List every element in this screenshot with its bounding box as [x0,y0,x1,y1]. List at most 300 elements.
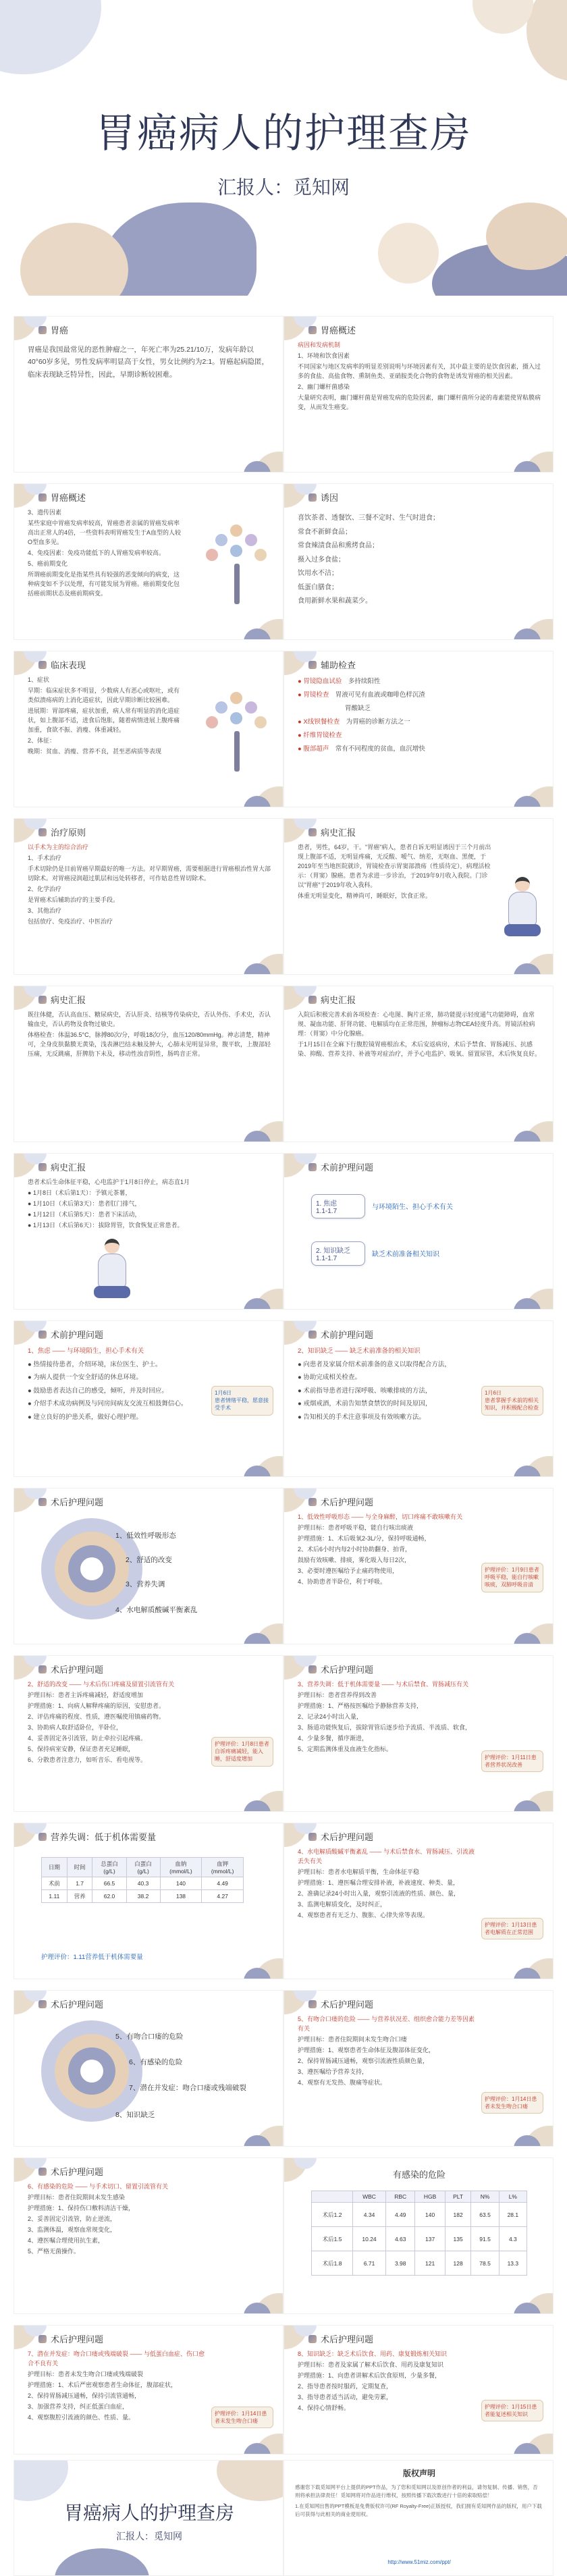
slide-text [298,1848,479,1922]
copyright-link[interactable]: http://www.51miz.com/ppt/ [387,2559,451,2565]
decor-blob [378,223,439,284]
slide-nutrition-table [14,1823,284,1979]
decor-blob [473,0,533,34]
table-cell: 140 [160,1877,202,1890]
text-line: 体重无明显变化，精神尚可，睡眠好，饮食正常。 [298,892,432,899]
table-cell: 4.49 [202,1877,244,1890]
text-line: ● 告知相关的手术注意事项及有效咳嗽方法。 [298,1413,425,1421]
text-line: 是胃癌术后辅助治疗的主要手段。 [28,896,119,903]
table-cell: 66.5 [92,1877,126,1890]
exam-label-text: 胃镜检查 [303,691,329,699]
text-line: 3、必要时遵医嘱给予止痛药物使用， [298,1567,399,1574]
slide-header [308,1663,373,1675]
evaluation-note: 1月6日 患者掌握手术前的相关知识，并积极配合检查 [481,1386,543,1416]
section-heading: 4、水电解质酸碱平衡紊乱 —— 与术后禁食水、胃肠减压、引流液丢失有关 [298,1848,475,1864]
slide-title: 术后护理问题 [51,1665,104,1675]
text-line: 某些家庭中胃癌发病率较高，胃癌患者亲属的胃癌发病率高出正常人的4倍，一些资料表明胃癌发生于A血型的人较O型血多见。 [28,519,182,545]
tree-leaf [215,534,227,546]
table-row [312,2251,527,2276]
evaluation-note: 护理评价：1月8日患者自诉疼痛减轻，能入睡，舒适度增加 [211,1737,273,1767]
problem-item: 1、低效性呼吸形态 [115,1532,176,1540]
text-line: 2、化学治疗 [28,885,62,892]
section-heading: 7、潜在并发症：吻合口瘘或残端破裂 —— 与低蛋白血症、伤口愈合不良有关 [28,2351,205,2367]
text-line: 护理措施：1、术后严密观察患者生命体征，腹部症状， [28,2381,178,2388]
header-mark-icon [308,1665,317,1673]
text-line: 常食不新鲜食品； [298,528,352,536]
text-line: 5、严格无菌操作。 [28,2247,80,2255]
table-cell: 128 [445,2251,471,2276]
text-line: 告知相关的手术注意事项及有效咳嗽方法。 [303,1413,425,1421]
header-mark-icon [38,2168,47,2176]
exam-label: ● 胃镜隐血试验 [298,678,342,685]
text-line: 2、指导患者按时服药，定期复查， [298,2382,393,2390]
slide-preop-anxiety [14,1320,284,1477]
slide-text [28,2182,209,2258]
slide-text [298,1011,545,1061]
text-line: 鼓励有效咳嗽、排痰，雾化吸入每日2次， [298,1556,411,1563]
slide-text: 胃癌是我国最常见的恶性肿瘤之一，年死亡率为25.21/10万，发病年龄以40°60岁多见，男性发病率明显高于女性，男女比例约为2:1。胃癌起病隐匿，临床表现缺乏特异性，因此，早期诊断较困难。 [28,346,269,379]
evaluation-note: 护理评价：1月14日患者未发生吻合口瘘 [211,2407,273,2428]
exam-label-text: 纤维胃镜检查 [303,732,342,740]
slide-text [28,1011,275,1061]
text-line: 鼓励患者表达自己的感受，倾听，并及时回应。 [33,1387,168,1395]
doctor-illustration [499,877,546,944]
table-cell: 4.49 [385,2203,415,2227]
slide-header [308,323,356,336]
tree-trunk [234,731,240,772]
table-cell: 1.7 [67,1877,92,1890]
section-heading: 1、焦虑 —— 与环境陌生，担心手术有关 [28,1347,144,1355]
text-line: 3、遵医嘱给予营养支持， [298,2068,369,2075]
slide-title: 术后护理问题 [51,2000,104,2010]
slide-title: 术后护理问题 [321,1665,374,1675]
table-cell: 63.5 [471,2203,499,2227]
slide-preop-overview [284,1153,554,1310]
slide-title: 术后护理问题 [321,1832,374,1842]
text-line: 2、幽门螺杆菌感染 [298,383,350,390]
text-line: ● 向患者及家属介绍术前准备的意义以取得配合方法， [298,1360,451,1368]
slide-title: 辅助检查 [321,660,356,670]
text-line: 包括放疗、免疫治疗、中医治疗 [28,917,113,925]
text-line: 2、记录24小时出入量， [298,1713,363,1720]
exam-item [298,716,545,728]
copyright-text: 1.在觅知网出售的PPT模板是免费版权许可(RF Royalty-Free)正版授权，我们拥有觅知网作品的版权，用户下载后可获得与此相关的商业使用权。 [295,2503,542,2517]
copyright-body [295,2484,542,2519]
decor-blob [20,223,128,296]
table-row [312,2227,527,2251]
problem-item: 2、舒适的改变 [126,1556,172,1564]
text-line: 不同国家与地区发病率的明显差别说明与环境因素有关，其中最主要的是饮食因素，摄入过多的食盐、高盐食物、熏制鱼类、亚硝胺类化合物的食物是诱发胃癌的相关因素。 [298,363,541,379]
tree-leaf [230,545,242,557]
slide-title: 术后护理问题 [321,2000,374,2010]
person-torso [98,1254,126,1287]
header-mark-icon [38,2000,47,2008]
problem-item: 4、水电解质酸碱平衡紊乱 [115,1606,198,1614]
decor-blob [526,0,567,81]
table-header-cell: RBC [385,2191,415,2203]
slide-header [38,1830,156,1843]
table-cell: 91.5 [471,2227,499,2251]
table-cell: 4.63 [385,2227,415,2251]
slide-text [298,1680,479,1756]
slide-header [38,2165,103,2178]
text-line: 进展期：胃部疼痛，症状加重，病人常有明显的消化道症状，如上腹部不适，进食后饱胀，随着病情进展上腹疼痛加重，食欲不振、消瘦、体重减轻。 [28,707,180,733]
slide-title: 营养失调：低于机体需要量 [51,1832,157,1842]
text-line: 晚期：贫血、消瘦、营养不良，甚至恶病质等表现 [28,747,162,755]
slide-treatment [14,818,284,975]
section-heading: 1、低效性呼吸形态 —— 与全身麻醉，切口疼痛不敢咳嗽有关 [298,1513,463,1520]
header-mark-icon [308,1163,317,1171]
slide-header [38,1997,103,2010]
text-line: 热情接待患者，介绍环境，床位医生、护士。 [33,1360,162,1368]
text-line: 3、遗传因素 [28,509,62,516]
header-mark-icon [38,1665,47,1673]
slide-header [308,1160,373,1173]
section-heading: 6、有感染的危险 —— 与手术切口、留置引流管有关 [28,2183,169,2190]
ring-diagram [80,1557,103,1580]
table-cell: 术后1.5 [312,2227,353,2251]
decor-blob [0,0,101,74]
timeline-text: 1月12日（术后第5天）：患者下床活动， [32,1210,141,1218]
text-line: 4、观察腹腔引流液的颜色、性质、量。 [28,2413,135,2421]
text-line: 3、监测体温，观察血常规变化， [28,2226,117,2233]
table-cell: 38.2 [126,1890,160,1903]
table-cell: 78.5 [471,2251,499,2276]
table-cell: 137 [415,2227,445,2251]
tree-leaf [206,549,218,561]
slide-text [28,1178,275,1232]
evaluation-note: 护理评价：1月9日患者呼吸平稳，能自行咳嗽咳痰，双肺呼吸音清 [481,1563,543,1592]
table-cell: 营养 [67,1890,92,1903]
slide-title: 术后护理问题 [51,2167,104,2177]
text-line: 4、妥善固定各引流管，防止牵拉引起疼痛。 [28,1734,147,1742]
table-header-cell: N% [471,2191,499,2203]
exam-label: ● X线钡餐检查 [298,718,340,726]
slide-postop-nutrition [284,1655,554,1812]
slide-header [308,2332,373,2345]
text-line: 护理措施：1、保持伤口敷料清洁干燥， [28,2204,135,2211]
slide-title: 胃癌 [51,325,69,336]
tree-leaf [254,716,267,728]
evaluation-note: 护理评价：1月11日患者营养状况改善 [481,1750,543,1772]
problem-box-knowledge: 2. 知识缺乏 1.1-1.7 [311,1241,365,1266]
text-line: 3、指导患者适当活动，避免劳累， [298,2393,393,2400]
subtitle: 病因和发病机制 [298,342,341,348]
text-line: ● 建立良好的护患关系，做好心理护理。 [28,1413,142,1421]
problem-desc: 与环境陌生、担心手术有关 [372,1204,453,1211]
text-line: 护理目标：患者住院期间未发生吻合口瘘 [298,2035,408,2043]
slide-history-3 [284,986,554,1142]
table-header-cell: PLT [445,2191,471,2203]
text-line: 3、协助病人取舒适卧位，半卧位， [28,1723,123,1731]
table-header-cell: 时间 [67,1858,92,1877]
text-line: 护理措施：1、向病人解释疼痛的原因，安慰患者。 [28,1702,165,1709]
exam-item [298,689,545,701]
header-mark-icon [308,2000,317,2008]
slide-header [308,1495,373,1508]
tree-leaf [230,712,242,724]
tree-trunk [234,564,240,604]
problem-item: 6、有感染的危险 [129,2058,183,2066]
text-line: 低蛋白膳食； [298,583,338,591]
slide-postop-anastomotic [284,1990,554,2147]
slide-title: 病史汇报 [321,828,356,838]
exam-desc: 胃酸缺乏 [345,705,371,713]
text-line: 饮用水不洁； [298,570,338,577]
section-heading: 2、知识缺乏 —— 缺乏术前准备的相关知识 [298,1347,421,1355]
header-mark-icon [308,326,317,334]
slide-causes [284,483,554,640]
problem-box-anxiety: 1. 焦虑 1.1-1.7 [311,1194,365,1218]
text-line: 护理目标：患者水电解质平衡，生命体征平稳 [298,1868,420,1875]
text-line: 摄入过多食盐； [298,556,345,564]
slide-title: 术后护理问题 [51,2334,104,2344]
exam-label: ● 腹部超声 [298,745,329,753]
text-line: 介绍手术成功病例及与同房间病友交流互相鼓舞信心。 [33,1400,188,1408]
slide-text [28,843,275,928]
copyright-text: 感谢您下载觅知网平台上提供的PPT作品，为了您和觅知网以及原创作者的利益，请勿复制、传播、销售，否则将承担法律责任！觅知网将对作品进行维权，按照传播下载次数进行十倍的索取赔偿！ [295,2484,538,2498]
text-line: 4、协助患者半卧位，利于呼吸。 [298,1578,387,1585]
header-mark-icon [308,996,317,1004]
text-line: ● 鼓励患者表达自己的感受，倾听，并及时回应。 [28,1387,168,1395]
exam-desc: 多持续阳性 [348,678,381,685]
slide-text [28,1345,209,1424]
table-cell: 13.3 [499,2251,526,2276]
table-cell: 4.27 [202,1890,244,1903]
slide-header [38,491,86,504]
text-line: 护理措施：1、观察患者生命体征及腹部体征变化， [298,2046,435,2054]
text-line: 护理措施：1、向患者讲解术后饮食原则，少量多餐， [298,2371,441,2379]
table-cell: 121 [415,2251,445,2276]
text-line: 护理目标：患者呼吸平稳，能自行咳出痰液 [298,1524,414,1531]
text-line: 手术切除仍是目前胃癌早期最好的唯一方法。对早期胃癌，需要根据进行胃癌根治性胃大部切除术。对胃癌浸润超过肌层和远处转移者，可作姑息性胃切除术。 [28,865,271,882]
table-cell: 3.98 [385,2251,415,2276]
text-line: 护理目标：患者营养得到改善 [298,1691,377,1698]
header-mark-icon [38,828,47,836]
slide-header [308,826,356,838]
slide-preop-knowledge [284,1320,554,1477]
text-line: 2、体征： [28,736,56,744]
table-header-cell: 血钠 (mmol/L) [160,1858,202,1877]
text-line: 食用新鲜水果和蔬菜少。 [298,597,372,605]
exam-label-text: 胃镜隐血试验 [303,678,342,685]
slide-header [38,1160,86,1173]
header-mark-icon [308,1833,317,1841]
decor-blob [486,203,567,270]
slide-postop-knowledge [284,2325,554,2454]
slide-history-1 [284,818,554,975]
slide-text [298,2350,479,2415]
text-line: 既往体健，否认高血压、糖尿病史，否认肝炎、结核等传染病史，否认外伤、手术史，否认输血史，否认药物及食物过敏史。 [28,1011,271,1027]
end-slide [14,2460,284,2576]
exam-item [298,743,545,755]
text-line: 喜饮茶者、透餐饮、三餐不定时、生气时进食； [298,514,439,522]
table-cell: 140 [415,2203,445,2227]
exam-desc: 常有不同程度的贫血，血沉增快 [335,745,425,753]
table-cell: 术后1.2 [312,2203,353,2227]
section-heading: 8、知识缺乏：缺乏术后饮食、用药、康复锻炼相关知识 [298,2351,448,2357]
slide-header [38,1328,103,1341]
text-line: 4、保持心情舒畅。 [298,2404,350,2411]
exam-desc: 胃液可见有血液或咖啡色样沉渣 [335,691,425,699]
table-header-row [312,2191,527,2203]
evaluation-note: 护理评价：1月13日患者电解质在正常范围 [481,1918,543,1939]
slide-infection-table [284,2157,554,2314]
header-mark-icon [38,1163,47,1171]
text-line: 护理措施：1、严格按医嘱给予静脉营养支持， [298,1702,423,1709]
text-line: ● 戒烟戒酒，术前告知禁食禁饮的时间及原因， [298,1400,432,1408]
slide-text [298,1513,479,1588]
section-heading: 2、舒适的改变 —— 与术后伤口疼痛及留置引流管有关 [28,1681,175,1688]
text-line: 患者，男性，64岁，干。"胃癌"病人，患者自诉无明显诱因于三个月前出现上腹部不适，无明显疼痛，无反酸、嗳气、纳差，无呕血、黑便，于2019年至当地医院就诊，胃镜检查示胃窦部溃疡（性质待定），病理活检示：（胃窦）腺癌。患者为求进一步诊治，于2019年9月收入我院。门诊以"胃癌"于2019年收入我科。 [298,844,491,888]
header-mark-icon [308,828,317,836]
text-line: 2、妥善固定引流管，防止逆流， [28,2215,117,2222]
slide-header [38,1663,103,1675]
text-line: 护理目标：患者及家属了解术后饮食、用药及康复知识 [298,2361,444,2368]
table-cell: 术后1.8 [312,2251,353,2276]
slide-postop-electrolyte [284,1823,554,1979]
doctor-illustration [88,1239,136,1306]
text-line: 护理目标：患者住院期间未发生感染 [28,2193,126,2201]
slide-title: 术前护理问题 [321,1162,374,1173]
text-line: ● 热情接待患者，介绍环境，床位医生、护士。 [28,1360,162,1368]
text-line: 护理目标：患者未发生吻合口瘘或残端破裂 [28,2370,144,2378]
copyright-title: 版权声明 [402,2469,435,2478]
exam-label-text: 腹部超声 [303,745,329,753]
tree-leaf [206,716,218,728]
text-line: 2、评估疼痛的程度、性质，遵医嘱使用镇痛药物。 [28,1713,165,1720]
timeline-item: ● 1月10日（术后第3天）：患者肛门排气， [28,1200,141,1207]
slide-clinical [14,651,284,807]
slide-history-2 [14,986,284,1142]
header-mark-icon [38,1331,47,1339]
slide-header [38,658,86,671]
slide-title: 病史汇报 [51,995,86,1005]
slide-title: 术前护理问题 [321,1330,374,1340]
exam-label-text: X线钡餐检查 [303,718,340,726]
header-mark-icon [38,326,47,334]
decor-blob [14,2460,68,2501]
slide-aux-exam [284,651,554,807]
slide-header [308,1997,373,2010]
text-line: 护理措施：1、术后吸氧2-3L/分，保持呼吸通畅， [298,1534,431,1542]
header-mark-icon [308,2335,317,2343]
text-line: 5、癌前期变化 [28,560,68,567]
table-cell: 182 [445,2203,471,2227]
lab-table [41,1857,244,1903]
slide-title: 术后护理问题 [321,1497,374,1507]
problem-item: 7、潜在并发症：吻合口瘘或残端破裂 [129,2084,246,2092]
text-line: 1、手术治疗 [28,854,62,861]
text-line: 大量研究表明，幽门螺杆菌是胃癌发病的危险因素，幽门螺杆菌所分泌的毒素能使胃粘膜病变，从而发生癌变。 [298,394,541,410]
text-line: 常食辣渍食品和熏烤食品； [298,542,379,549]
tree-leaf [230,692,242,704]
slide-title: 有感染的危险 [392,2170,446,2180]
slide-header [308,1830,373,1843]
person-head [515,877,530,892]
problem-desc: 缺乏术前准备相关知识 [372,1251,439,1258]
section-heading: 5、有吻合口瘘的危险 —— 与营养状况差、组织愈合能力差等因素有关 [298,2016,475,2032]
text-line: 戒烟戒酒，术前告知禁食禁饮的时间及原因， [303,1400,432,1408]
person-torso [508,892,537,925]
slide-text [28,2350,209,2424]
text-line: 2、术后6小时内每2小时协助翻身、拍背， [298,1545,412,1553]
exam-desc: 为胃癌的诊断方法之一 [346,718,410,726]
table-cell: 10.24 [353,2227,386,2251]
evaluation-note: 1月6日 患者情绪平稳，愿意接受手术 [211,1386,273,1416]
slide-stomach-cancer [14,316,284,473]
table-header-cell: WBC [353,2191,386,2203]
table-header-cell: HGB [415,2191,445,2203]
slide-title: 临床表现 [51,660,86,670]
exam-label: ● 胃镜检查 [298,691,329,699]
text-line: 以手术为主的综合治疗 [28,844,89,851]
table-cell: 40.3 [126,1877,160,1890]
text-line: 1、症状 [28,676,50,683]
text-line: 建立良好的护患关系，做好心理护理。 [33,1413,142,1421]
timeline-text: 1月8日（术后第1天）：予镇元茶薯， [32,1189,132,1196]
text-line: 护理措施：1、遵医嘱合理安排补液，补液速度、种类、量， [298,1879,460,1886]
problem-item: 3、营养失调 [126,1580,165,1588]
text-line: 术前指导患者进行深呼吸、咳嗽排痰的方法， [303,1387,432,1395]
slide-header [38,1495,103,1508]
slide-header [308,491,338,504]
text-line: 5、定期监测体重及血液生化指标。 [298,1745,393,1752]
text-line: ● 术前指导患者进行深呼吸、咳嗽排痰的方法， [298,1387,432,1395]
text-line: 4、观察患者有无乏力、腹胀、心律失常等表现。 [298,1911,429,1918]
person-legs [504,924,541,936]
slide-text [298,676,545,757]
timeline-text: 1月10日（术后第3天）：患者肛门排气， [32,1200,141,1207]
text-line: 入院后积极完善术前各项检查：心电图、胸片正常，肺功能提示轻度通气功能障碍，血常规、凝血功能、肝肾功能、电解质均在正常范围，肿瘤标志物CEA轻度升高。胃镜活检病理：（胃窦）中分化腺癌。 [298,1011,535,1037]
text-line: 6、分散患者注意力，如听音乐、看电视等。 [28,1756,147,1763]
evaluation-text: 护理评价：1.11营养低于机体需要量 [41,1954,143,1961]
text-line: 向患者及家属介绍术前准备的意义以取得配合方法， [303,1360,451,1368]
slide-header [38,993,86,1006]
exam-item [298,676,545,688]
table-header-cell: 血钾 (mmol/L) [202,1858,244,1877]
problem-item: 8、知识缺乏 [115,2111,155,2119]
text-line: 4、少量多餐，循序渐进， [298,1734,369,1742]
timeline-item: ● 1月13日（术后第6天）：拔除胃管，饮食恢复正常患者。 [28,1221,184,1229]
copyright-slide [284,2460,554,2576]
decor-blob [55,2548,149,2576]
table-header-cell: 白蛋白 (g/L) [126,1858,160,1877]
text-line: 2、准确记录24小时出入量，观察引流液的性质、颜色、量， [298,1889,460,1897]
header-mark-icon [308,1331,317,1339]
slide-text [298,2015,479,2089]
slide-title: 病史汇报 [321,995,356,1005]
table-cell: 135 [445,2227,471,2251]
section-heading: 3、营养失调：低于机体需要量 —— 与术后禁食、胃肠减压有关 [298,1681,469,1688]
slide-header [38,323,68,336]
table-header-row [42,1858,244,1877]
header-mark-icon [38,493,47,502]
slide-history-4 [14,1153,284,1310]
text-line: 2、保持胃肠减压通畅，观察引流液性质颜色量， [298,2057,429,2064]
header-mark-icon [38,996,47,1004]
header-mark-icon [38,2335,47,2343]
tree-leaf [254,549,267,561]
text-line: 护理目标：患者主诉疼痛减轻，舒适度增加 [28,1691,144,1698]
table-header-cell [312,2191,353,2203]
table-header-cell: 总蛋白 (g/L) [92,1858,126,1877]
text-line: 所谓癌前期变化是指某些具有较强的恶变倾向的病变，这种病变如不予以处理，有可能发展为胃癌。癌前期变化包括癌前期状态及癌前期病变。 [28,570,180,597]
slide-postop-overview-2 [14,1990,284,2147]
table-cell: 1.11 [42,1890,68,1903]
slide-header [308,993,356,1006]
text-line: 协助完成相关检查。 [303,1374,361,1382]
